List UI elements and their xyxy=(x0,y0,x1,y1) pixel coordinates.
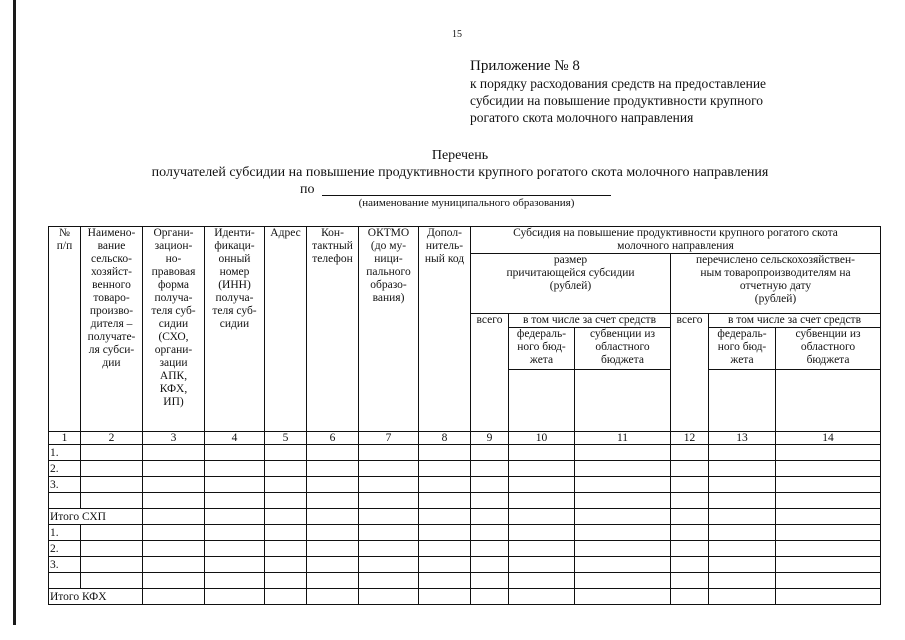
municipality-prefix: по xyxy=(300,182,315,197)
column-number: 7 xyxy=(359,432,419,445)
header-subsidy-transferred: перечислено сельскохозяйствен- ным товаропроизводителям на отчетную дату (рублей) xyxy=(671,254,881,314)
table-row[interactable] xyxy=(49,541,881,557)
column-number: 2 xyxy=(81,432,143,445)
row-number: 2. xyxy=(49,461,81,477)
column-number: 5 xyxy=(265,432,307,445)
column-number: 9 xyxy=(471,432,509,445)
row-number: 1. xyxy=(49,525,81,541)
header-subsidy: Субсидия на повышение продуктивности крупного рогатого скота молочного направления xyxy=(471,227,881,254)
header-transferred-total-spacer xyxy=(776,370,881,432)
header-oktmo: ОКТМО (до му- ници- пального образо- вания) xyxy=(359,227,419,432)
column-number: 11 xyxy=(575,432,671,445)
column-number: 4 xyxy=(205,432,265,445)
appendix-block xyxy=(470,57,890,126)
row-number: 1. xyxy=(49,445,81,461)
header-due-federal: федераль- ного бюд- жета xyxy=(509,328,575,370)
appendix-title: Приложение № 8 xyxy=(470,58,580,74)
recipients-table xyxy=(48,226,881,605)
header-legal-form: Органи- зацион- но- правовая форма получа- теля суб- сидии (СХО, органи- зации АПК, КФХ, ИП) xyxy=(143,227,205,432)
column-number-row xyxy=(49,432,881,445)
header-due-total-spacer xyxy=(509,370,575,432)
header-inn: Иденти- фикаци- онный номер (ИНН) получа- теля суб- сидии xyxy=(205,227,265,432)
header-transferred-including: в том числе за счет средств xyxy=(709,314,881,328)
municipality-caption: (наименование муниципального образования) xyxy=(358,197,575,209)
column-number: 8 xyxy=(419,432,471,445)
column-number: 12 xyxy=(671,432,709,445)
header-additional-code: Допол- нитель- ный код xyxy=(419,227,471,432)
header-transferred-total: всего xyxy=(671,314,709,432)
column-number: 13 xyxy=(709,432,776,445)
table-row[interactable] xyxy=(49,573,881,589)
row-number: 3. xyxy=(49,477,81,493)
header-producer-name: Наимено- вание сельско- хозяйст- венного товаро- произво- дителя – получате- ля субси- дии xyxy=(81,227,143,432)
scan-edge-bar xyxy=(13,0,16,625)
total-label-kfh: Итого КФХ xyxy=(49,589,143,605)
column-number: 1 xyxy=(49,432,81,445)
column-number: 3 xyxy=(143,432,205,445)
total-row-kfh xyxy=(49,589,881,605)
header-due-regional: субвенции из областного бюджета xyxy=(575,328,671,370)
row-number: 3. xyxy=(49,557,81,573)
table-row[interactable] xyxy=(49,461,881,477)
header-subsidy-due: размер причитающейся субсидии (рублей) xyxy=(471,254,671,314)
table-row[interactable] xyxy=(49,477,881,493)
header-phone: Кон- тактный телефон xyxy=(307,227,359,432)
total-row-skhp xyxy=(49,509,881,525)
document-title: Перечень xyxy=(431,148,489,163)
header-due-federal-spacer xyxy=(575,370,671,432)
table-row[interactable] xyxy=(49,525,881,541)
header-row-number: № п/п xyxy=(49,227,81,432)
total-label-skhp: Итого СХП xyxy=(49,509,143,525)
table-row[interactable] xyxy=(49,493,881,509)
appendix-line: к порядку расходования средств на предоставление xyxy=(470,76,767,91)
column-number: 6 xyxy=(307,432,359,445)
column-number: 10 xyxy=(509,432,575,445)
header-due-including: в том числе за счет средств xyxy=(509,314,671,328)
row-number: 2. xyxy=(49,541,81,557)
page-number: 15 xyxy=(452,29,462,40)
header-transferred-regional: субвенции из областного бюджета xyxy=(776,328,881,370)
row-number xyxy=(49,573,81,589)
column-number: 14 xyxy=(776,432,881,445)
table-row[interactable] xyxy=(49,445,881,461)
appendix-line: субсидии на повышение продуктивности крупного xyxy=(470,93,764,108)
municipality-field-line[interactable] xyxy=(322,195,611,196)
row-number xyxy=(49,493,81,509)
header-due-total: всего xyxy=(471,314,509,432)
header-transferred-federal: федераль- ного бюд- жета xyxy=(709,328,776,370)
document-subtitle: получателей субсидии на повышение продуктивности крупного рогатого скота молочного направления xyxy=(151,165,769,180)
header-address: Адрес xyxy=(265,227,307,432)
header-due-regional-spacer xyxy=(709,370,776,432)
table-row[interactable] xyxy=(49,557,881,573)
appendix-line: рогатого скота молочного направления xyxy=(470,110,694,125)
